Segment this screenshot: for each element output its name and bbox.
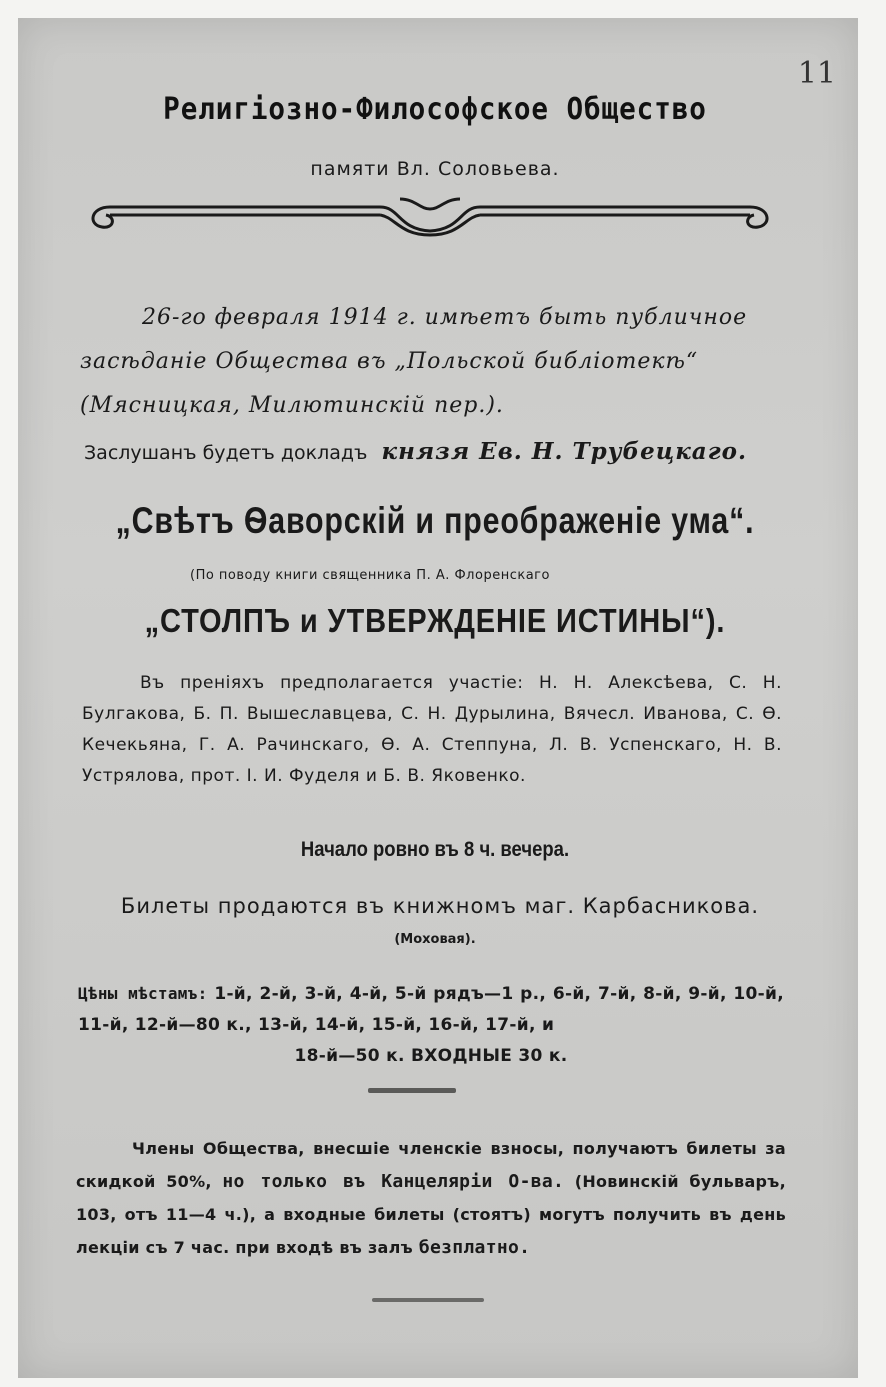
start-time: Начало ровно въ 8 ч. вечера. <box>300 838 570 861</box>
prices-label: Цѣны мѣстамъ: <box>78 984 208 1003</box>
book-title: „СТОЛПЪ и УТВЕРЖДЕНІЕ ИСТИНЫ“). <box>144 602 726 639</box>
society-subtitle: памяти Вл. Соловьева. <box>310 158 560 180</box>
members-free: безплатно. <box>418 1237 531 1258</box>
lecture-note: (По поводу книги священника П. А. Флоренскаго <box>190 568 550 583</box>
report-speaker: князя Ев. Н. Трубецкаго. <box>381 438 747 465</box>
participants-list: Въ преніяхъ предполагается участіе: Н. Н. Алексѣева, С. Н. Булгакова, Б. П. Вышеславцева, С. Н. Дурылина, Вячесл. Иванова, С. Ѳ. Кечекьяна, Г. А. Рачинскаго, Ѳ. А. Степпуна, Л. В. Успенскаго, Н. В. Устрялова, прот. І. И. Фуделя и Б. В. Яковенко. <box>82 673 782 786</box>
report-intro: Заслушанъ будетъ докладъ <box>84 442 368 464</box>
lecture-title: „Свѣтъ Ѳаворскій и преображеніе ума“. <box>115 500 755 541</box>
tickets-info: Билеты продаются въ книжномъ маг. Карбасникова. <box>120 894 760 918</box>
society-title: Религіозно-Философское Общество <box>163 92 707 127</box>
report-line <box>84 438 784 465</box>
seat-prices <box>78 978 784 1072</box>
section-divider <box>368 1088 456 1093</box>
members-text-2: (Новинскій бульваръ, 103, отъ 11—4 ч.), а входные билеты (стоятъ) могутъ получить въ день лекціи съ 7 час. при входѣ въ залъ <box>76 1172 787 1257</box>
announcement-text: 26-го февраля 1914 г. имѣетъ быть публичное засѣданіе Общества въ „Польской библіотекѣ“ (Мясницкая, Милютинскій пер.). <box>80 305 748 418</box>
members-highlight: но только въ Канцеляріи О-ва. <box>222 1171 565 1192</box>
corner-mark: 11 <box>797 56 836 91</box>
tickets-location: (Моховая). <box>394 932 476 947</box>
prices-text: 1-й, 2-й, 3-й, 4-й, 5-й рядъ—1 р., 6-й, 7-й, 8-й, 9-й, 10-й, 11-й, 12-й—80 к., 13-й, 14-й, 15-й, 16-й, 17-й, и <box>78 984 785 1035</box>
prices-last-line: 18-й—50 к. ВХОДНЫЕ 30 к. <box>294 1046 568 1066</box>
members-text-1: Члены Общества, внесшіе членскіе взносы, получаютъ билеты за скидкой 50%, <box>76 1139 786 1191</box>
members-info <box>76 1132 786 1264</box>
ornament-divider-icon <box>80 195 780 240</box>
bottom-divider <box>372 1298 484 1302</box>
